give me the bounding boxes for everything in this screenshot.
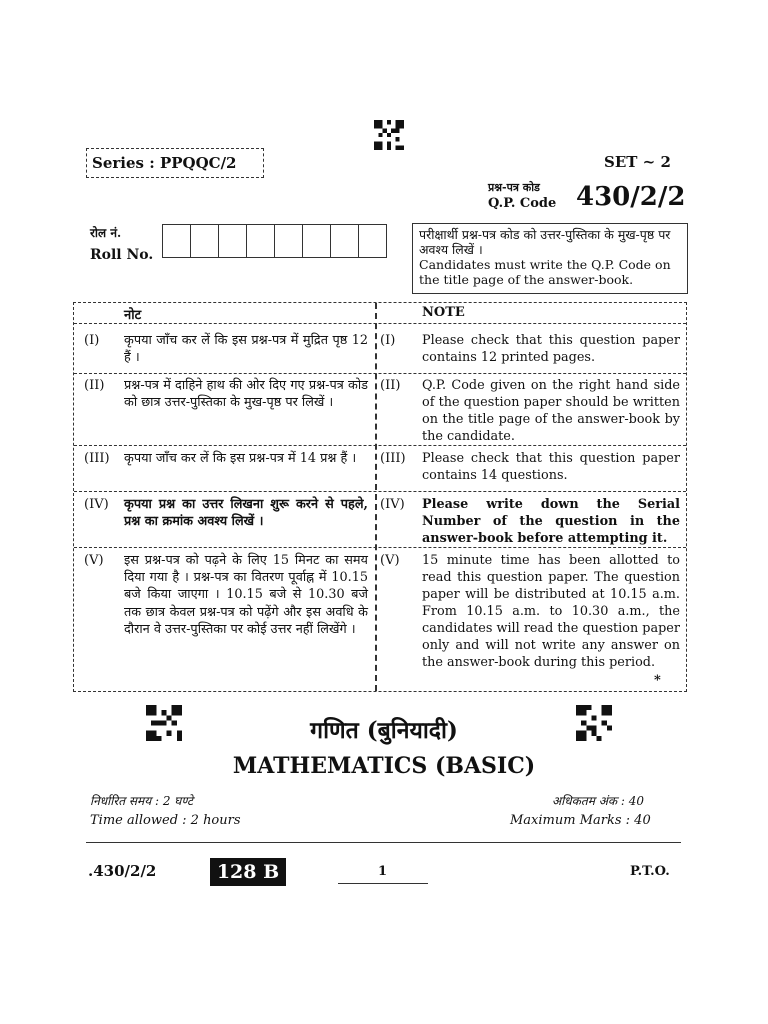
note-number: (IV) xyxy=(84,497,109,512)
time-allowed: Time allowed : 2 hours xyxy=(90,813,241,828)
qp-code-label-hindi: प्रश्न-पत्र कोड xyxy=(488,181,540,194)
qp-code: 430/2/2 xyxy=(576,182,686,212)
roll-number-boxes[interactable] xyxy=(162,224,387,258)
roll-digit-box[interactable] xyxy=(247,225,275,257)
notes-divider xyxy=(375,303,377,691)
roll-digit-box[interactable] xyxy=(219,225,247,257)
note-number: (IV) xyxy=(380,497,405,512)
row-separator xyxy=(74,373,686,374)
roll-digit-box[interactable] xyxy=(191,225,219,257)
note-number: (II) xyxy=(84,378,105,393)
roll-digit-box[interactable] xyxy=(303,225,331,257)
roll-digit-box[interactable] xyxy=(275,225,303,257)
notes-heading-hindi: नोट xyxy=(124,308,142,323)
footer-rule xyxy=(86,842,681,843)
qp-code-label: Q.P. Code xyxy=(488,196,557,211)
note-number: (V) xyxy=(84,553,104,568)
note-number: (III) xyxy=(380,451,406,466)
note-number: (I) xyxy=(380,333,396,348)
note-text: 15 minute time has been allotted to read this question paper. The question paper will be distributed at 10.15 a.m. From 10.15 a.m. to 10.30 a.m., the candidates will read the question paper only and will not write any answer on the answer-book during this period. xyxy=(422,553,680,670)
series-box: Series : PPQQC/2 xyxy=(86,148,264,178)
note-number: (I) xyxy=(84,333,100,348)
page-number-underline xyxy=(338,883,428,884)
note-text-hindi: इस प्रश्न-पत्र को पढ़ने के लिए 15 मिनट का समय दिया गया है । प्रश्न-पत्र का वितरण पूर्वाह्न में 10.15 बजे किया जाएगा । 10.15 बजे से 10.30 बजे तक छात्र केवल प्रश्न-पत्र को पढ़ेंगे और इस अवधि के दौरान वे उत्तर-पुस्तिका पर कोई उत्तर नहीं लिखेंगे । xyxy=(124,553,368,637)
maximum-marks: Maximum Marks : 40 xyxy=(510,813,651,828)
note-text-hindi: कृपया प्रश्न का उत्तर लिखना शुरू करने से पहले, प्रश्न का क्रमांक अवश्य लिखें । xyxy=(124,497,368,529)
note-text: Please write down the Serial Number of the question in the answer-book before attempting it. xyxy=(422,497,680,546)
pto-label: P.T.O. xyxy=(630,864,670,879)
note-text: Please check that this question paper contains 14 questions. xyxy=(422,451,680,483)
note-text-hindi: प्रश्न-पत्र में दाहिने हाथ की ओर दिए गए प्रश्न-पत्र कोड को छात्र उत्तर-पुस्तिका के मुख-पृष्ठ पर लिखें । xyxy=(124,378,368,410)
note-number: (II) xyxy=(380,378,401,393)
candidate-instruction-english: Candidates must write the Q.P. Code on the title page of the answer-book. xyxy=(419,257,671,287)
notes-table xyxy=(73,302,687,692)
footer-code: .430/2/2 xyxy=(88,862,157,880)
qr-code-top xyxy=(374,120,404,150)
notes-heading: NOTE xyxy=(422,305,465,320)
footer-badge: 128 B xyxy=(210,858,286,886)
subject-title: MATHEMATICS (BASIC) xyxy=(232,753,536,779)
roll-digit-box[interactable] xyxy=(359,225,387,257)
maximum-marks-hindi: अधिकतम अंक : 40 xyxy=(552,794,645,808)
roll-label: Roll No. xyxy=(90,247,154,263)
row-separator xyxy=(74,491,686,492)
row-separator xyxy=(74,547,686,548)
row-separator xyxy=(74,445,686,446)
page-number: 1 xyxy=(378,864,388,879)
note-text-hindi: कृपया जाँच कर लें कि इस प्रश्न-पत्र में 14 प्रश्न हैं । xyxy=(124,451,357,466)
note-text: Q.P. Code given on the right hand side of the question paper should be written on the title page of the answer-book by the candidate. xyxy=(422,378,680,444)
candidate-instruction-hindi: परीक्षार्थी प्रश्न-पत्र कोड को उत्तर-पुस्तिका के मुख-पृष्ठ पर अवश्य लिखें । xyxy=(419,227,671,257)
roll-digit-box[interactable] xyxy=(331,225,359,257)
time-allowed-hindi: निर्धारित समय : 2 घण्टे xyxy=(90,794,194,808)
roll-digit-box[interactable] xyxy=(163,225,191,257)
set-label: SET ~ 2 xyxy=(604,153,671,171)
subject-title-hindi: गणित (बुनियादी) xyxy=(310,717,458,744)
row-separator xyxy=(74,323,686,324)
roll-label-hindi: रोल नं. xyxy=(90,226,122,240)
note-text-hindi: कृपया जाँच कर लें कि इस प्रश्न-पत्र में मुद्रित पृष्ठ 12 हैं । xyxy=(124,333,368,365)
candidate-instruction-box xyxy=(412,223,688,294)
note-number: (V) xyxy=(380,553,400,568)
note-number: (III) xyxy=(84,451,110,466)
note-text: Please check that this question paper contains 12 printed pages. xyxy=(422,333,680,365)
asterisk-mark: * xyxy=(654,673,661,688)
